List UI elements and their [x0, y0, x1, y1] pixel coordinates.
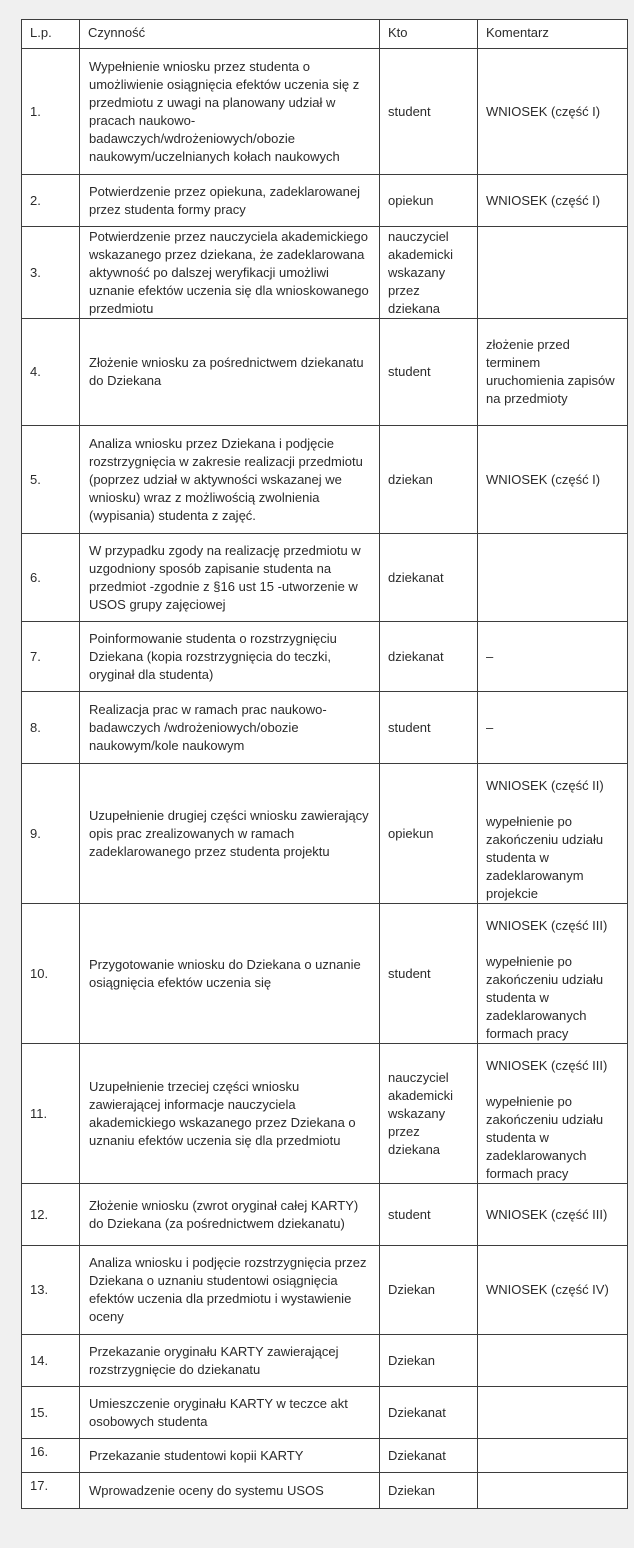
row-activity-cell: Uzupełnienie trzeciej części wniosku zawierającej informacje nauczyciela akademickiego wskazanego przez Dziekana o uznaniu efektów uczenia się dla przedmiotu — [80, 1044, 380, 1184]
row-number-cell: 12. — [22, 1184, 80, 1246]
row-comment-cell: WNIOSEK (część I) — [478, 49, 628, 175]
row-who-cell: Dziekanat — [380, 1439, 478, 1473]
row-comment-cell — [478, 1473, 628, 1509]
row-number-cell: 5. — [22, 426, 80, 534]
row-who-cell: dziekan — [380, 426, 478, 534]
table-row — [22, 904, 628, 1044]
table-row — [22, 1439, 628, 1473]
table-row — [22, 1246, 628, 1335]
row-number-cell: 11. — [22, 1044, 80, 1184]
table-row — [22, 764, 628, 904]
table-row — [22, 1473, 628, 1509]
row-activity-cell: Realizacja prac w ramach prac naukowo-badawczych /wdrożeniowych/obozie naukowym/kole naukowym — [80, 692, 380, 764]
row-number-cell: 2. — [22, 175, 80, 227]
row-comment-cell — [478, 1387, 628, 1439]
table-row — [22, 622, 628, 692]
row-who-cell: dziekanat — [380, 534, 478, 622]
row-activity-cell: Przekazanie studentowi kopii KARTY — [80, 1439, 380, 1473]
row-number-cell: 14. — [22, 1335, 80, 1387]
table-row — [22, 534, 628, 622]
row-who-cell: student — [380, 49, 478, 175]
row-number-cell: 1. — [22, 49, 80, 175]
table-body — [22, 49, 628, 1509]
header-activity: Czynność — [80, 20, 380, 49]
row-activity-cell: Umieszczenie oryginału KARTY w teczce akt osobowych studenta — [80, 1387, 380, 1439]
row-who-cell: Dziekan — [380, 1246, 478, 1335]
header-comment: Komentarz — [478, 20, 628, 49]
row-who-cell: student — [380, 1184, 478, 1246]
row-activity-cell: Potwierdzenie przez opiekuna, zadeklarowanej przez studenta formy pracy — [80, 175, 380, 227]
row-who-cell: student — [380, 692, 478, 764]
row-number-cell: 15. — [22, 1387, 80, 1439]
procedure-table-container — [21, 19, 627, 1509]
row-activity-cell: Złożenie wniosku za pośrednictwem dziekanatu do Dziekana — [80, 319, 380, 426]
row-who-cell: student — [380, 319, 478, 426]
row-activity-cell: Wypełnienie wniosku przez studenta o umożliwienie osiągnięcia efektów uczenia się z przedmiotu z uwagi na planowany udział w pracach naukowo-badawczych/wdrożeniowych/obozie naukowym/uczelnianych kołach naukowych — [80, 49, 380, 175]
row-activity-cell: Potwierdzenie przez nauczyciela akademickiego wskazanego przez dziekana, że zadeklarowana aktywność po dalszej weryfikacji umożliwi uznanie efektów uczenia się dla wnioskowanego przedmiotu — [80, 227, 380, 319]
row-who-cell: nauczyciel akademicki wskazany przez dziekana — [380, 227, 478, 319]
row-comment-cell — [478, 1335, 628, 1387]
row-number-cell: 7. — [22, 622, 80, 692]
row-comment-cell — [478, 227, 628, 319]
row-activity-cell: W przypadku zgody na realizację przedmiotu w uzgodniony sposób zapisanie studenta na przedmiot -zgodnie z §16 ust 15 -utworzenie w USOS grupy zajęciowej — [80, 534, 380, 622]
row-activity-cell: Wprowadzenie oceny do systemu USOS — [80, 1473, 380, 1509]
table-row — [22, 1335, 628, 1387]
row-comment-cell: WNIOSEK (część III) wypełnienie po zakończeniu udziału studenta w zadeklarowanych formach pracy — [478, 1044, 628, 1184]
row-comment-cell: – — [478, 692, 628, 764]
row-comment-cell — [478, 1439, 628, 1473]
row-comment-cell: WNIOSEK (część I) — [478, 426, 628, 534]
row-number-cell: 13. — [22, 1246, 80, 1335]
row-comment-cell: WNIOSEK (część III) — [478, 1184, 628, 1246]
row-comment-cell: – — [478, 622, 628, 692]
table-row — [22, 1387, 628, 1439]
table-row — [22, 319, 628, 426]
table-row — [22, 227, 628, 319]
row-comment-cell: WNIOSEK (część II) wypełnienie po zakończeniu udziału studenta w zadeklarowanym projekcie — [478, 764, 628, 904]
row-activity-cell: Poinformowanie studenta o rozstrzygnięciu Dziekana (kopia rozstrzygnięcia do teczki, oryginał dla studenta) — [80, 622, 380, 692]
table-row — [22, 49, 628, 175]
row-who-cell: opiekun — [380, 764, 478, 904]
row-number-cell: 8. — [22, 692, 80, 764]
table-row — [22, 426, 628, 534]
row-who-cell: Dziekanat — [380, 1387, 478, 1439]
table-row — [22, 175, 628, 227]
row-comment-cell: WNIOSEK (część I) — [478, 175, 628, 227]
row-number-cell: 17. — [22, 1473, 80, 1509]
row-number-cell: 6. — [22, 534, 80, 622]
row-number-cell: 9. — [22, 764, 80, 904]
row-comment-cell: WNIOSEK (część III) wypełnienie po zakończeniu udziału studenta w zadeklarowanych formach pracy — [478, 904, 628, 1044]
row-activity-cell: Złożenie wniosku (zwrot oryginał całej KARTY) do Dziekana (za pośrednictwem dziekanatu) — [80, 1184, 380, 1246]
row-who-cell: Dziekan — [380, 1473, 478, 1509]
row-who-cell: student — [380, 904, 478, 1044]
table-row — [22, 1184, 628, 1246]
row-comment-cell: WNIOSEK (część IV) — [478, 1246, 628, 1335]
table-header-row — [22, 20, 628, 49]
row-who-cell: dziekanat — [380, 622, 478, 692]
row-who-cell: nauczyciel akademicki wskazany przez dziekana — [380, 1044, 478, 1184]
row-activity-cell: Uzupełnienie drugiej części wniosku zawierający opis prac zrealizowanych w ramach zadeklarowanego przez studenta projektu — [80, 764, 380, 904]
row-who-cell: Dziekan — [380, 1335, 478, 1387]
row-number-cell: 16. — [22, 1439, 80, 1473]
header-lp: L.p. — [22, 20, 80, 49]
row-number-cell: 4. — [22, 319, 80, 426]
row-activity-cell: Analiza wniosku przez Dziekana i podjęcie rozstrzygnięcia w zakresie realizacji przedmiotu (poprzez udział w aktywności wskazanej we wniosku) wraz z możliwością zwolnienia (wypisania) studenta z zajęć. — [80, 426, 380, 534]
row-comment-cell — [478, 534, 628, 622]
procedure-table — [21, 19, 628, 1509]
row-activity-cell: Przekazanie oryginału KARTY zawierającej rozstrzygnięcie do dziekanatu — [80, 1335, 380, 1387]
row-activity-cell: Przygotowanie wniosku do Dziekana o uznanie osiągnięcia efektów uczenia się — [80, 904, 380, 1044]
table-row — [22, 1044, 628, 1184]
header-who: Kto — [380, 20, 478, 49]
row-number-cell: 10. — [22, 904, 80, 1044]
row-who-cell: opiekun — [380, 175, 478, 227]
row-activity-cell: Analiza wniosku i podjęcie rozstrzygnięcia przez Dziekana o uznaniu studentowi osiągnięcia efektów uczenia dla przedmiotu i wystawienie oceny — [80, 1246, 380, 1335]
row-number-cell: 3. — [22, 227, 80, 319]
row-comment-cell: złożenie przed terminem uruchomienia zapisów na przedmioty — [478, 319, 628, 426]
table-row — [22, 692, 628, 764]
